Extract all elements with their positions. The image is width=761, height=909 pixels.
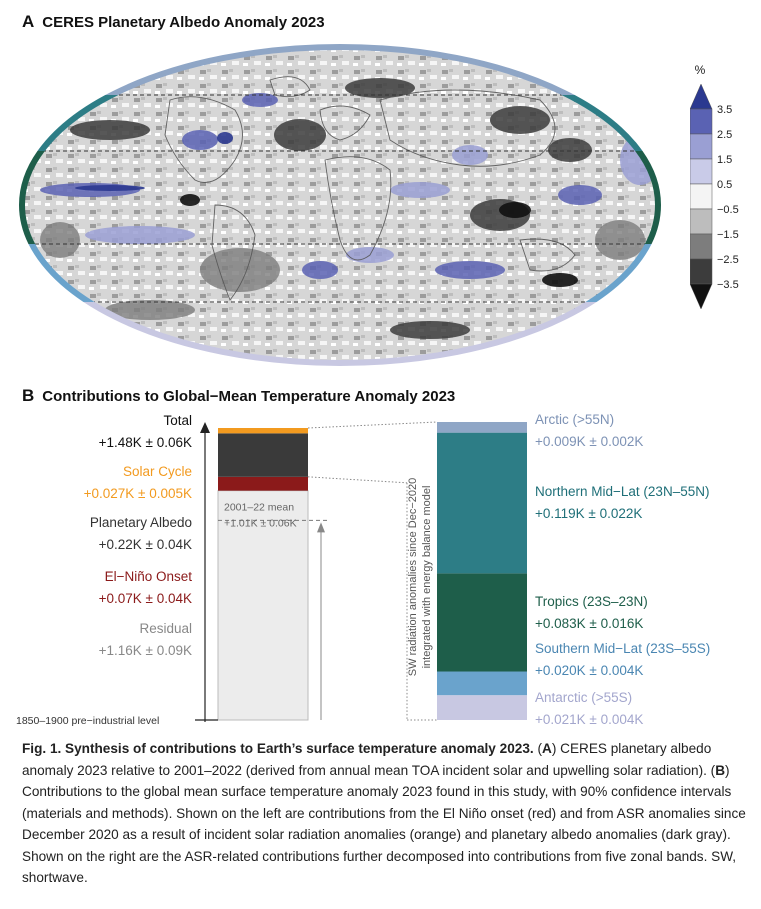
mean-label-1: 2001–22 mean	[224, 501, 295, 514]
connector-mid	[308, 477, 407, 483]
right-label-value: +0.020K ± 0.004K	[535, 663, 644, 678]
caption-b-letter: B	[715, 762, 726, 778]
panel-a-title-text: CERES Planetary Albedo Anomaly 2023	[42, 14, 325, 31]
colorbar-tick-label: 2.5	[717, 129, 733, 141]
panel-b-title	[22, 386, 455, 406]
caption-b-text: Contributions to the global mean surface temperature anomaly 2023 found in this study, with 90% confidence intervals (materials and methods). Shown on the left are contributions from the El Niño onset (red) and from ASR anomalies since December 2020 as a result of incident solar radiation anomalies (orange) and planetary albedo anomalies (dark gray). Shown on the right are the ASR-related contributions further decomposed into contributions from five zonal bands. SW, shortwave.	[22, 784, 746, 885]
right-label-name: Arctic (>55N)	[535, 412, 615, 427]
right-label-value: +0.009K ± 0.002K	[535, 434, 644, 449]
bar-segment	[437, 433, 527, 574]
bar-segment	[437, 422, 527, 433]
left-label-value: +0.027K ± 0.005K	[83, 486, 192, 501]
bar-segment	[218, 433, 308, 476]
left-label-name: Planetary Albedo	[89, 515, 192, 530]
figure-caption: Fig. 1. Synthesis of contributions to Earth’s surface temperature anomaly 2023. (A) CERES planetary albedo anomaly 2023 relative to 2001–2022 (derived from annual mean TOA incident solar and upwelling solar radiation). (B) Contributions to the global mean surface temperature anomaly 2023 found in this study, with 90% confidence intervals (materials and methods). Shown on the left are contributions from the El Niño onset (red) and from ASR anomalies since December 2020 as a result of incident solar radiation anomalies (orange) and planetary albedo anomalies (dark gray). Shown on the right are the ASR-related contributions further decomposed into contributions from five zonal bands. SW, shortwave.	[22, 741, 746, 885]
colorbar-swatch	[690, 109, 712, 134]
left-label-name: Solar Cycle	[122, 464, 192, 479]
colorbar-swatch	[690, 209, 712, 234]
colorbar-arrow-top-icon	[690, 84, 712, 109]
colorbar-swatches	[690, 84, 712, 309]
colorbar-swatch	[690, 234, 712, 259]
colorbar-arrow-bottom-icon	[690, 284, 712, 309]
colorbar-swatch	[690, 184, 712, 209]
axis-arrow-icon	[200, 422, 210, 433]
colorbar-tick-label: −0.5	[717, 204, 739, 216]
colorbar-swatch	[690, 259, 712, 284]
baseline-label: 1850–1900 pre−industrial level	[16, 715, 160, 727]
left-label-name: Total	[163, 413, 192, 428]
colorbar	[690, 64, 755, 324]
albedo-anomaly-map	[0, 40, 680, 370]
caption-a-letter: A	[541, 741, 552, 756]
panel-b-title-text: Contributions to Global−Mean Temperature Anomaly 2023	[42, 388, 456, 405]
right-label-name: Antarctic (>55S)	[535, 690, 633, 705]
panel-a-title	[22, 12, 325, 32]
left-label-name: Residual	[139, 621, 192, 636]
left-stack	[218, 428, 330, 720]
left-label-name: El−Niño Onset	[104, 569, 192, 584]
bar-segment	[437, 695, 527, 720]
right-label-name: Southern Mid−Lat (23S–55S)	[535, 641, 711, 656]
colorbar-tick-label: 1.5	[717, 154, 733, 166]
colorbar-tick-label: 0.5	[717, 179, 733, 191]
left-label-value: +0.22K ± 0.04K	[98, 537, 192, 552]
contributions-chart	[0, 405, 761, 730]
colorbar-unit: %	[694, 64, 706, 77]
panel-a-letter: A	[22, 12, 35, 31]
right-label-value: +0.119K ± 0.022K	[535, 506, 643, 521]
colorbar-swatch	[690, 134, 712, 159]
bar-segment	[437, 672, 527, 696]
colorbar-ticks	[717, 104, 739, 291]
colorbar-tick-label: −3.5	[717, 279, 739, 291]
panel-b-letter: B	[22, 386, 35, 405]
left-labels	[84, 413, 193, 658]
caption-a-text: CERES planetary albedo anomaly 2023 relative to 2001–2022 (derived from annual mean TOA incident solar and upwelling solar radiation).	[22, 741, 712, 778]
left-label-value: +0.07K ± 0.04K	[98, 591, 192, 606]
mean-arrow-icon	[317, 522, 325, 532]
bar-segment	[437, 573, 527, 671]
right-label-name: Northern Mid−Lat (23N–55N)	[535, 484, 710, 499]
map-field	[0, 40, 680, 370]
colorbar-tick-label: −2.5	[717, 254, 739, 266]
colorbar-tick-label: 3.5	[717, 104, 733, 116]
colorbar-tick-label: −1.5	[717, 229, 739, 241]
right-label-value: +0.021K ± 0.004K	[535, 712, 644, 727]
left-label-value: +1.48K ± 0.06K	[98, 435, 192, 450]
vertical-label-1: SW radiation anomalies since Dec−2020	[407, 477, 419, 677]
left-label-value: +1.16K ± 0.09K	[98, 643, 192, 658]
right-label-value: +0.083K ± 0.016K	[535, 616, 644, 631]
right-labels	[535, 412, 710, 727]
mean-label-2: +1.01K ± 0.06K	[224, 517, 297, 530]
right-label-name: Tropics (23S–23N)	[535, 594, 648, 609]
colorbar-swatch	[690, 159, 712, 184]
vertical-label-2: integrated with energy balance model	[421, 485, 433, 669]
caption-label: Fig. 1. Synthesis of contributions to Earth’s surface temperature anomaly 2023.	[22, 741, 534, 756]
bar-segment	[218, 428, 308, 433]
connector-top	[308, 422, 437, 428]
bar-segment	[218, 477, 308, 491]
